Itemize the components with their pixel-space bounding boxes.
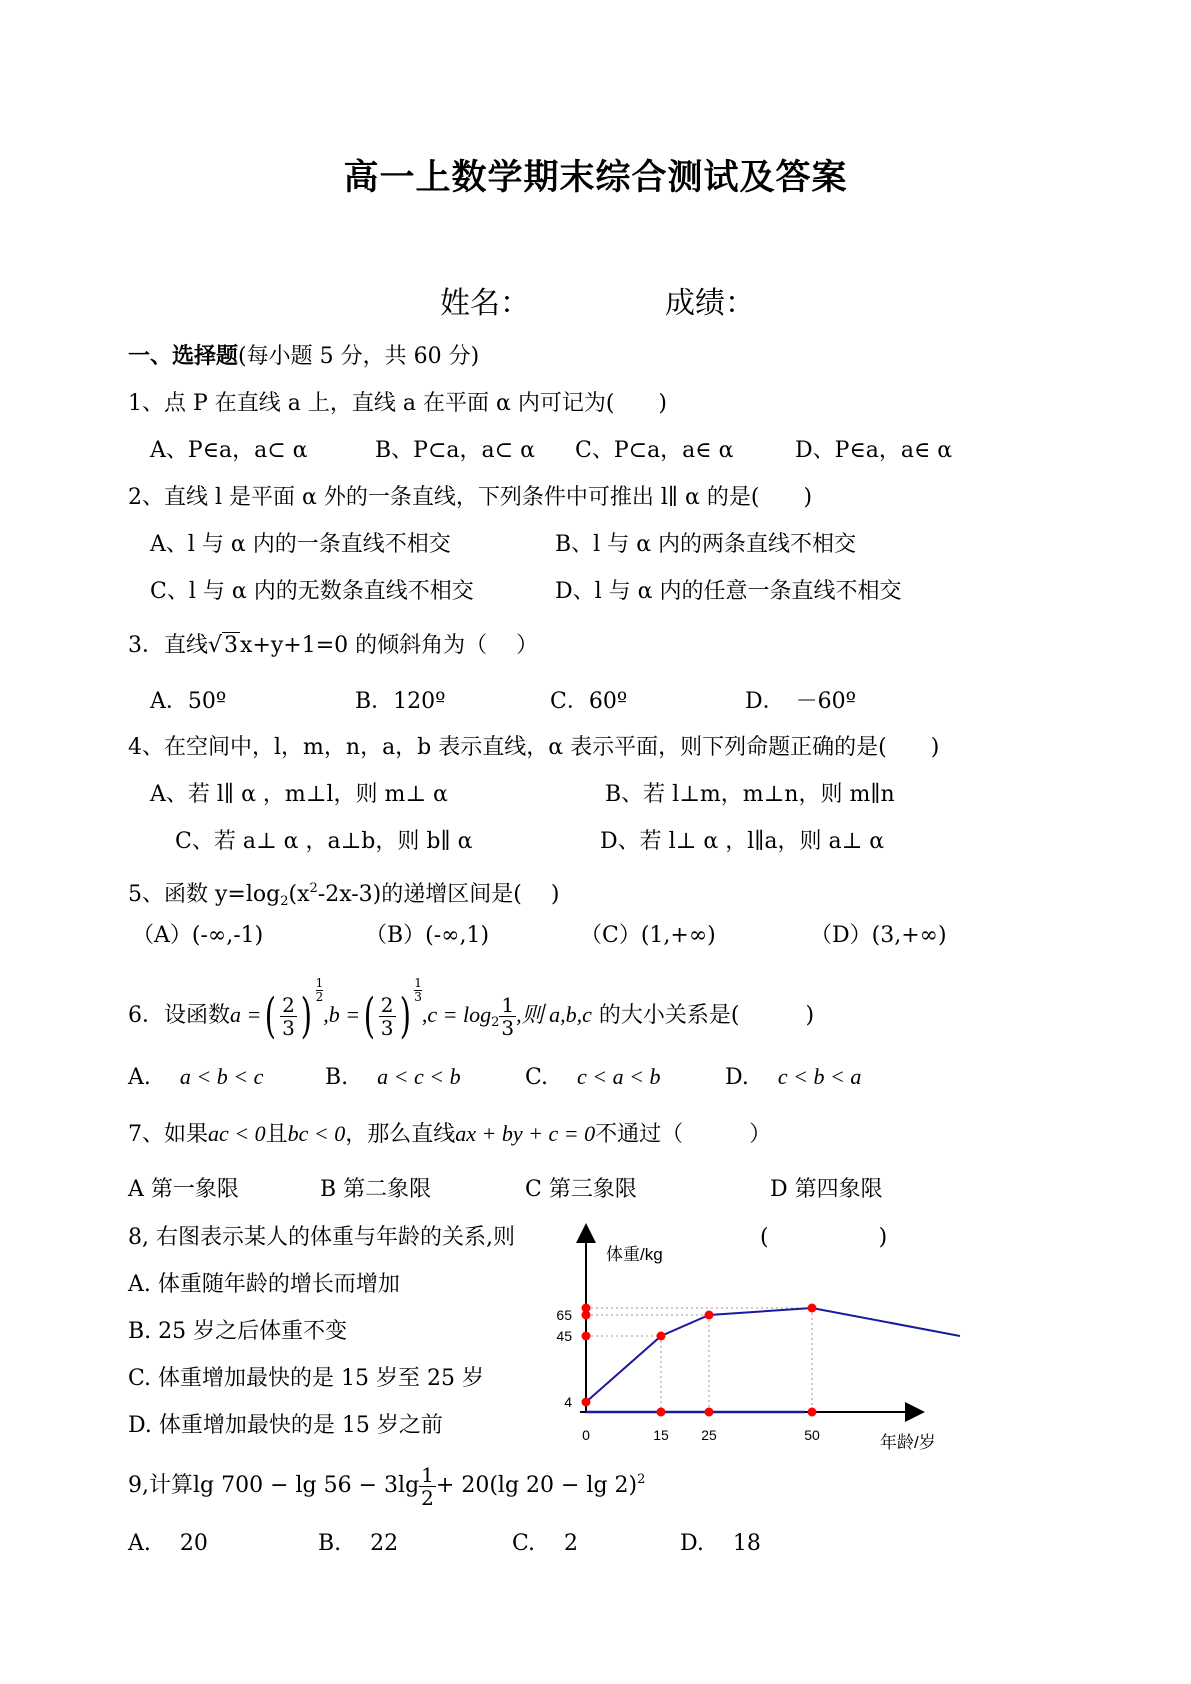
question-7-option-b: B 第二象限 — [320, 1177, 432, 1202]
question-9-option-a: A. 20 — [128, 1531, 208, 1556]
y-tick-label: 4 — [564, 1394, 572, 1410]
x-axis-marker — [705, 1408, 714, 1417]
data-point-marker — [808, 1304, 817, 1313]
question-3-option-c: C．60º — [550, 689, 628, 714]
question-2-option-a: A、l 与 α 内的一条直线不相交 — [150, 532, 451, 557]
x-axis-marker — [657, 1408, 666, 1417]
question-8-answer-paren: ( ) — [760, 1225, 888, 1250]
y-tick-label: 65 — [556, 1307, 572, 1323]
question-3-option-d: D． －60º — [745, 689, 856, 714]
data-point-marker — [657, 1332, 666, 1341]
question-4-option-a: A、若 l∥ α ，m⊥l，则 m⊥ α — [150, 782, 448, 807]
x-tick-label: 0 — [582, 1427, 590, 1443]
y-axis-marker — [582, 1332, 591, 1341]
question-9-stem: 9,计算lg 700 − lg 56 − 3lg $\frac{1}{2}$ + 20(lg 20 − lg 2)$^2$ — [128, 1462, 646, 1510]
question-9-option-b: B. 22 — [318, 1531, 399, 1556]
question-2-option-b: B、l 与 α 内的两条直线不相交 — [555, 532, 857, 557]
x-axis-label: 年龄/岁 — [880, 1433, 936, 1452]
question-6-stem: 6．设函数a =( $\frac{2}{3}$ ) $\frac{1}{2},b$ =( $\frac{2}{3}$ ) $\frac{1}{3},c = \log_2$ $\frac{1}{3}$ ,则 a,b,c 的大小关系是( ) — [128, 976, 815, 1044]
section-heading: 一、选择题(每小题 5 分，共 60 分) — [128, 343, 480, 369]
question-3-option-a: A．50º — [150, 689, 227, 714]
question-4-stem: 4、在空间中，l，m，n，a，b 表示直线，α 表示平面，则下列命题正确的是( ) — [128, 735, 940, 760]
question-8-stem: 8, 右图表示某人的体重与年龄的关系,则 — [128, 1225, 515, 1250]
question-6-option-c: C. c < a < b — [525, 1064, 661, 1090]
data-point-marker — [705, 1311, 714, 1320]
question-8-option-a: A. 体重随年龄的增长而增加 — [128, 1272, 400, 1297]
question-9-option-c: C. 2 — [512, 1531, 579, 1556]
question-5-option-c: （C）(1,+∞) — [580, 923, 716, 948]
weight-series-line — [586, 1308, 960, 1402]
question-5-option-a: （A）(-∞,-1) — [132, 923, 264, 948]
question-5-option-d: （D）(3,+∞) — [810, 923, 947, 948]
x-tick-label: 15 — [653, 1427, 669, 1443]
question-8-option-c: C. 体重增加最快的是 15 岁至 25 岁 — [128, 1366, 484, 1391]
question-2-option-c: C、l 与 α 内的无数条直线不相交 — [150, 579, 474, 604]
question-2-stem: 2、直线 l 是平面 α 外的一条直线，下列条件中可推出 l∥ α 的是( ) — [128, 485, 813, 510]
question-1-option-b: B、P⊂a，a⊂ α — [375, 438, 535, 463]
y-axis-marker — [582, 1304, 591, 1313]
question-6-option-d: D. c < b < a — [725, 1064, 862, 1090]
question-7-option-a: A 第一象限 — [128, 1177, 239, 1202]
question-7-stem: 7、如果ac < 0且bc < 0，那么直线ax + by + c = 0不通过（ ） — [128, 1121, 772, 1147]
question-9-option-d: D. 18 — [680, 1531, 761, 1556]
x-tick-label: 50 — [804, 1427, 820, 1443]
question-4-option-c: C、若 a⊥ α ，a⊥b，则 b∥ α — [175, 829, 473, 854]
question-3-option-b: B．120º — [355, 689, 446, 714]
question-8-option-d: D. 体重增加最快的是 15 岁之前 — [128, 1413, 443, 1438]
question-7-option-c: C 第三象限 — [525, 1177, 637, 1202]
question-1-option-c: C、P⊂a，a∈ α — [575, 438, 734, 463]
sqrt-symbol: √3 — [208, 633, 239, 658]
question-3-stem: 3．直线√3x+y+1=0 的倾斜角为（ ） — [128, 633, 539, 658]
question-1-option-d: D、P∈a，a∈ α — [795, 438, 953, 463]
page-title: 高一上数学期末综合测试及答案 — [343, 157, 848, 198]
question-6-option-b: B. a < c < b — [325, 1064, 461, 1090]
question-4-option-b: B、若 l⊥m，m⊥n，则 m∥n — [605, 782, 895, 807]
question-2-option-d: D、l 与 α 内的任意一条直线不相交 — [555, 579, 902, 604]
question-7-option-d: D 第四象限 — [770, 1177, 883, 1202]
question-1-stem: 1、点 P 在直线 a 上，直线 a 在平面 α 内可记为( ) — [128, 391, 668, 416]
y-axis-label: 体重/kg — [606, 1245, 663, 1264]
question-8-option-b: B. 25 岁之后体重不变 — [128, 1319, 348, 1344]
question-6-option-a: A. a < b < c — [128, 1064, 264, 1090]
question-5-option-b: （B）(-∞,1) — [365, 923, 490, 948]
data-point-marker — [582, 1398, 591, 1407]
question-4-option-d: D、若 l⊥ α ，l∥a，则 a⊥ α — [600, 829, 885, 854]
name-label: 姓名： — [440, 286, 530, 321]
question-1-option-a: A、P∈a，a⊂ α — [150, 438, 308, 463]
question-5-stem: 5、函数 $y=\log_2(x^2-2x-3)$的递增区间是( ) — [128, 881, 560, 909]
x-axis-marker — [808, 1408, 817, 1417]
x-tick-label: 25 — [701, 1427, 717, 1443]
score-label: 成绩： — [665, 286, 755, 321]
y-tick-label: 45 — [556, 1328, 572, 1344]
